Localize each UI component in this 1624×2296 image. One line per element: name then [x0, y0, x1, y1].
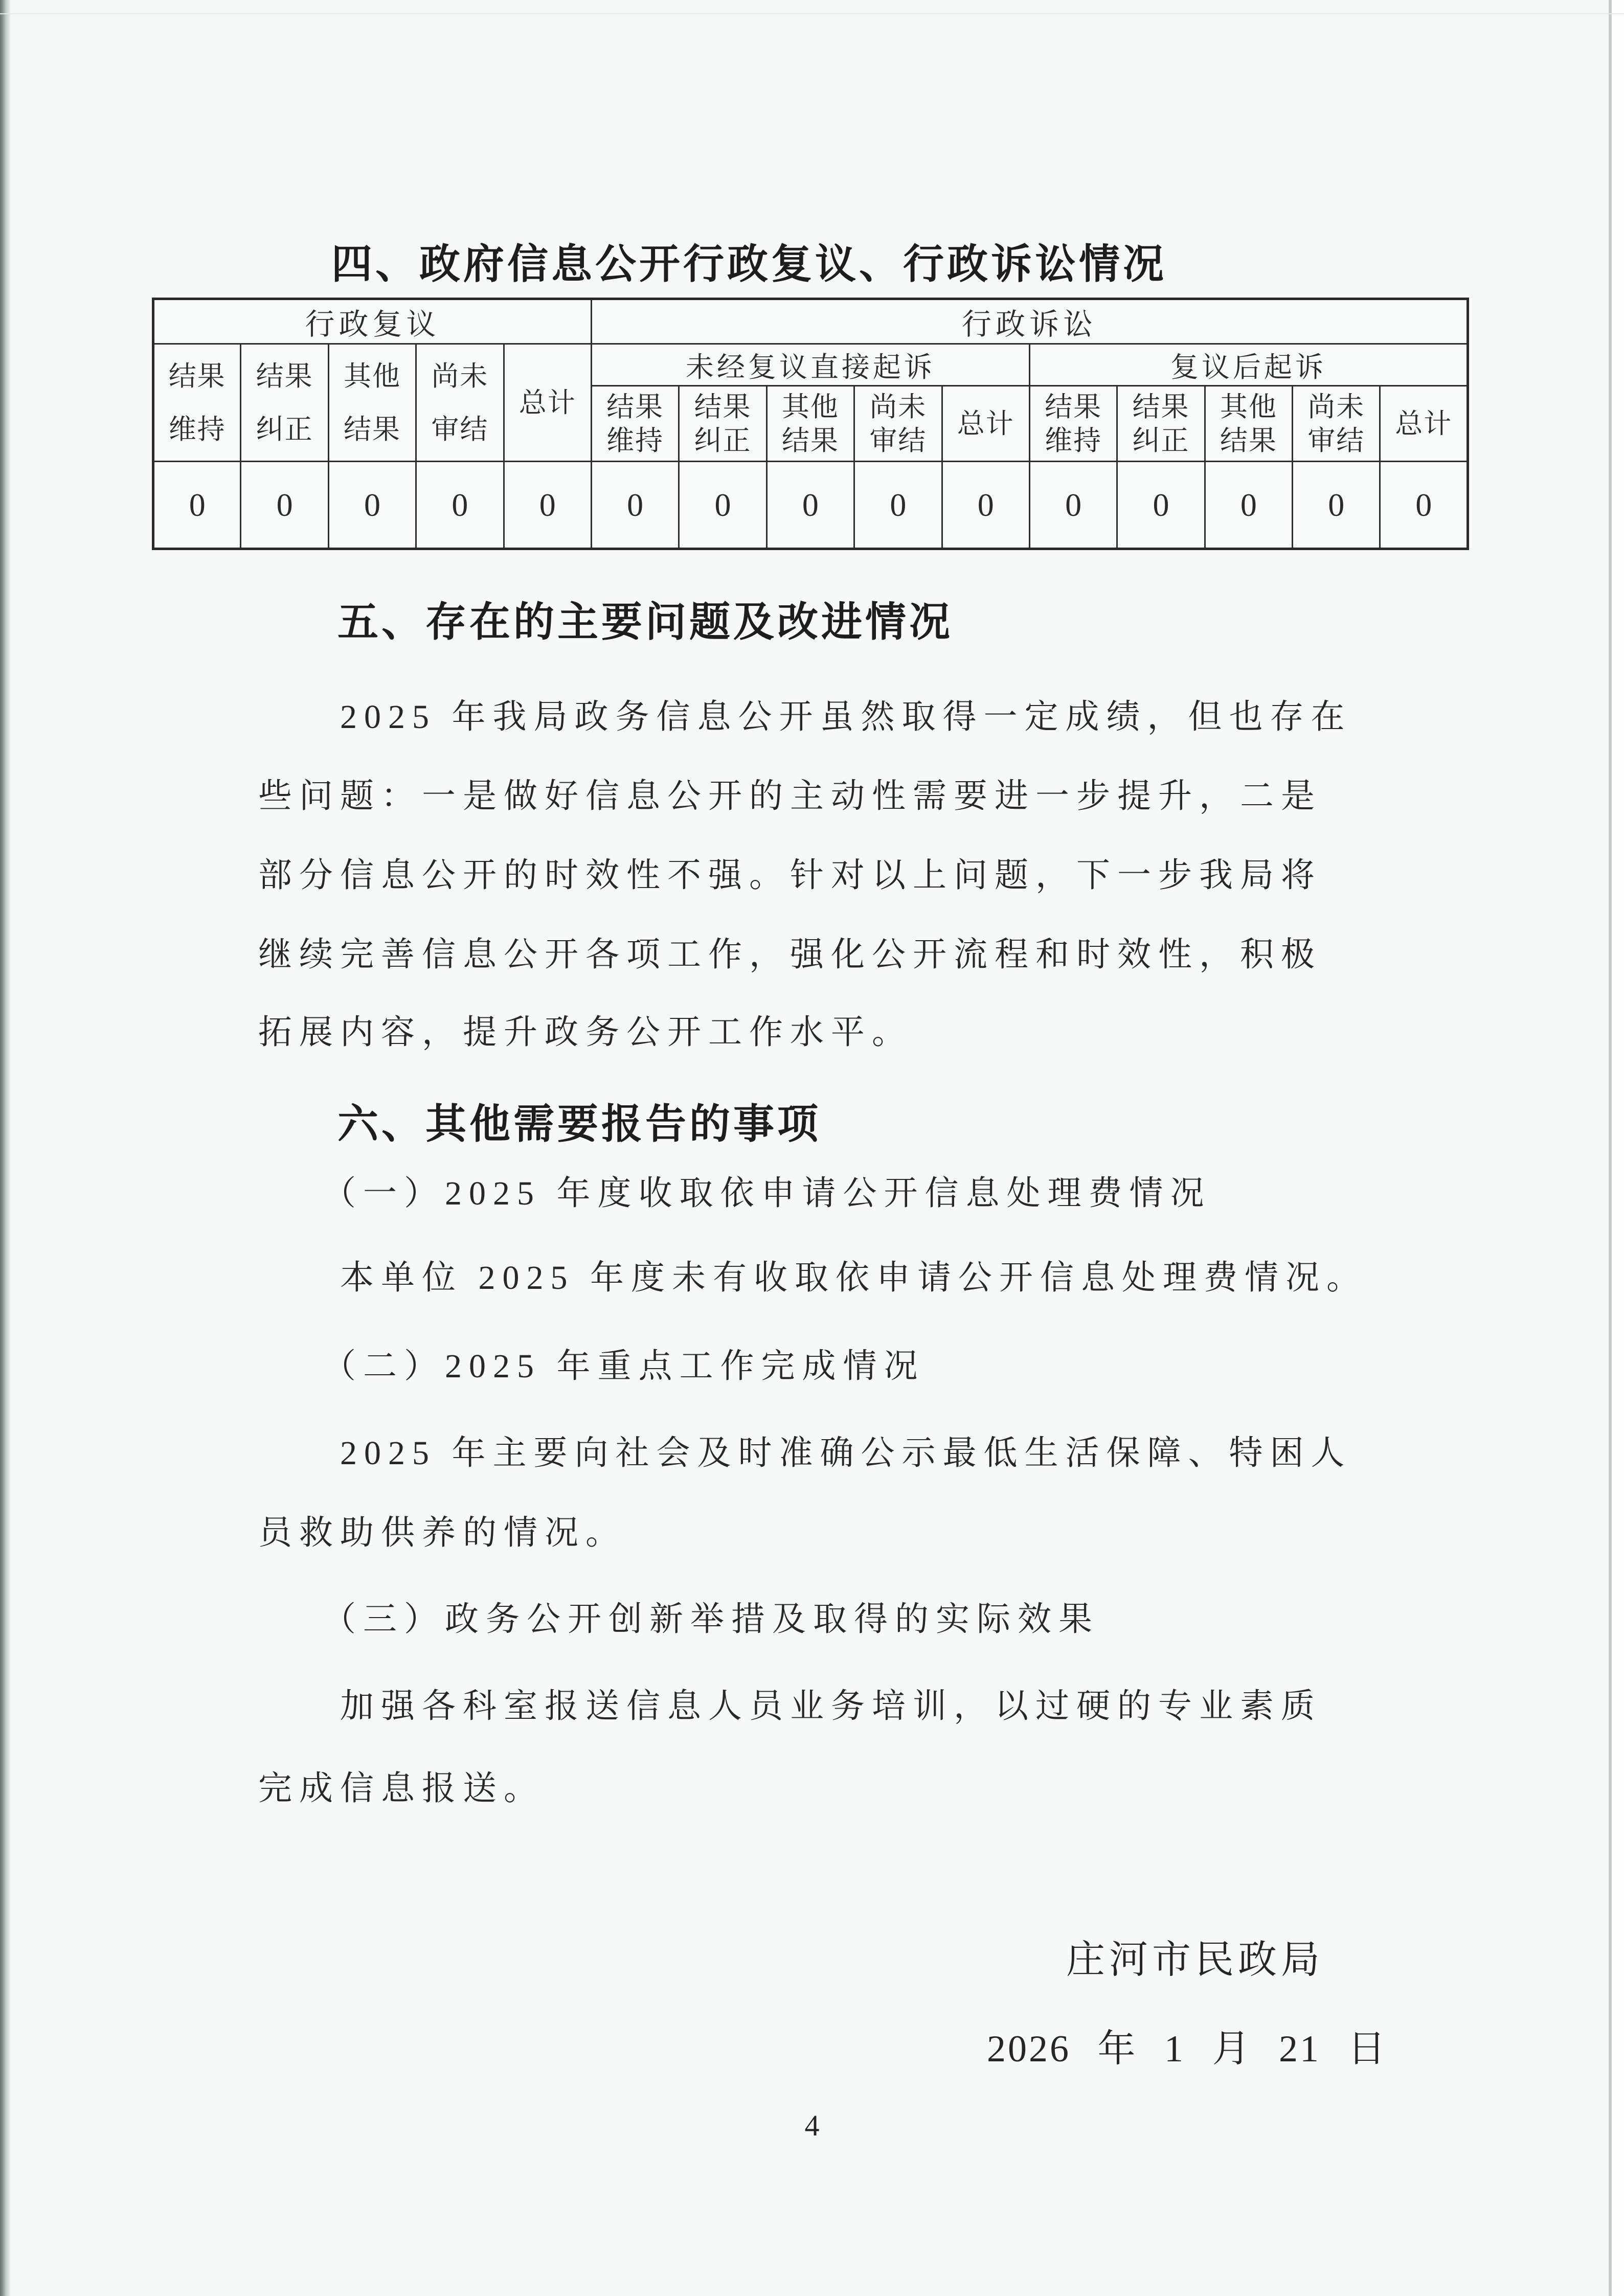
body-line: 部分信息公开的时效性不强。针对以上问题，下一步我局将	[258, 857, 1322, 894]
table-value-cell: 0	[504, 462, 591, 549]
signature-organization: 庄河市民政局	[1066, 1939, 1324, 1982]
body-line: 继续完善信息公开各项工作，强化公开流程和时效性，积极	[258, 936, 1322, 973]
body-line: 员救助供养的情况。	[258, 1514, 626, 1552]
col-header-line2: 纠正	[256, 414, 313, 445]
col-header-line1: 总计	[1395, 408, 1453, 439]
body-line: （三）政务公开创新举措及取得的实际效果	[322, 1601, 1099, 1638]
table-value-cell: 0	[766, 462, 854, 549]
col-header-result-upheld	[591, 386, 679, 462]
col-header-line1: 尚未	[1307, 391, 1365, 422]
subheader-direct-lawsuit: 未经复议直接起诉	[591, 344, 1029, 386]
section6-heading: 六、其他需要报告的事项	[337, 1101, 821, 1147]
table-value-cell: 0	[1380, 462, 1468, 549]
scan-right-margin	[1612, 0, 1624, 2296]
signature-date: 2026 年 1 月 21 日	[987, 2028, 1388, 2070]
table-value-cell: 0	[241, 462, 328, 549]
col-header-line1: 总计	[957, 408, 1014, 439]
table-value-cell: 0	[1293, 462, 1380, 549]
col-header-line1: 其他	[1220, 391, 1277, 422]
body-line: 本单位 2025 年度未有收取依申请公开信息处理费情况。	[340, 1259, 1367, 1297]
table-value-cell: 0	[942, 462, 1029, 549]
col-header-not-concluded	[1293, 386, 1380, 462]
col-header-result-corrected	[241, 344, 328, 462]
col-header-result-corrected	[1117, 386, 1205, 462]
table-value-cell: 0	[854, 462, 942, 549]
col-header-line2: 审结	[1307, 425, 1365, 456]
scan-top-edge-line	[0, 13, 1624, 14]
col-header-result-corrected	[679, 386, 766, 462]
col-header-line2: 维持	[1045, 425, 1102, 456]
col-header-line2: 维持	[606, 425, 664, 456]
col-header-line1: 结果	[256, 360, 313, 392]
col-header-line1: 尚未	[431, 360, 489, 392]
col-header-line1: 结果	[606, 391, 664, 422]
body-line: 2025 年我局政务信息公开虽然取得一定成绩，但也存在	[340, 698, 1352, 736]
col-header-other-result	[1205, 386, 1292, 462]
scan-left-edge-artifact	[0, 0, 11, 2296]
col-header-line1: 尚未	[869, 391, 927, 422]
header-administrative-review: 行政复议	[153, 299, 592, 344]
col-header-line2: 纠正	[1132, 425, 1190, 456]
col-header-line1: 结果	[1045, 391, 1102, 422]
col-header-total	[1380, 386, 1468, 462]
col-header-line1: 结果	[1132, 391, 1190, 422]
body-line: 完成信息报送。	[258, 1770, 545, 1807]
col-header-line2: 审结	[431, 414, 489, 445]
body-line: 些问题：一是做好信息公开的主动性需要进一步提升，二是	[258, 778, 1322, 815]
col-header-line1: 总计	[518, 387, 576, 418]
table-value-cell: 0	[153, 462, 241, 549]
col-header-line1: 结果	[168, 360, 226, 392]
body-line: （二）2025 年重点工作完成情况	[322, 1348, 925, 1385]
col-header-total	[942, 386, 1029, 462]
col-header-line2: 结果	[343, 414, 401, 445]
table-value-cell: 0	[679, 462, 766, 549]
table-value-cell: 0	[1205, 462, 1292, 549]
section4-heading: 四、政府信息公开行政复议、行政诉讼情况	[331, 241, 1167, 287]
body-line: 加强各科室报送信息人员业务培训，以过硬的专业素质	[340, 1688, 1322, 1725]
col-header-other-result	[328, 344, 416, 462]
col-header-line1: 其他	[343, 360, 401, 392]
col-header-line2: 结果	[1220, 425, 1277, 456]
col-header-line2: 维持	[168, 414, 226, 445]
col-header-result-upheld	[1029, 386, 1117, 462]
body-line: 拓展内容，提升政务公开工作水平。	[258, 1014, 913, 1051]
table-value-cell: 0	[1029, 462, 1117, 549]
col-header-not-concluded	[416, 344, 504, 462]
col-header-total	[504, 344, 591, 462]
col-header-line1: 结果	[694, 391, 752, 422]
header-administrative-litigation: 行政诉讼	[591, 299, 1468, 344]
col-header-line2: 结果	[781, 425, 839, 456]
body-line: 2025 年主要向社会及时准确公示最低生活保障、特困人	[340, 1435, 1352, 1472]
review-litigation-table	[152, 298, 1469, 550]
table-value-cell: 0	[1117, 462, 1205, 549]
page-number: 4	[804, 2109, 820, 2142]
col-header-result-upheld	[153, 344, 241, 462]
col-header-line2: 审结	[869, 425, 927, 456]
col-header-other-result	[766, 386, 854, 462]
col-header-line1: 其他	[781, 391, 839, 422]
table-value-cell: 0	[591, 462, 679, 549]
subheader-lawsuit-after-review: 复议后起诉	[1029, 344, 1468, 386]
section5-heading: 五、存在的主要问题及改进情况	[337, 599, 953, 645]
scan-right-edge-line	[1609, 0, 1612, 2296]
table-value-cell: 0	[416, 462, 504, 549]
col-header-line2: 纠正	[694, 425, 752, 456]
col-header-not-concluded	[854, 386, 942, 462]
body-line: （一）2025 年度收取依申请公开信息处理费情况	[322, 1175, 1211, 1212]
table-value-cell: 0	[328, 462, 416, 549]
